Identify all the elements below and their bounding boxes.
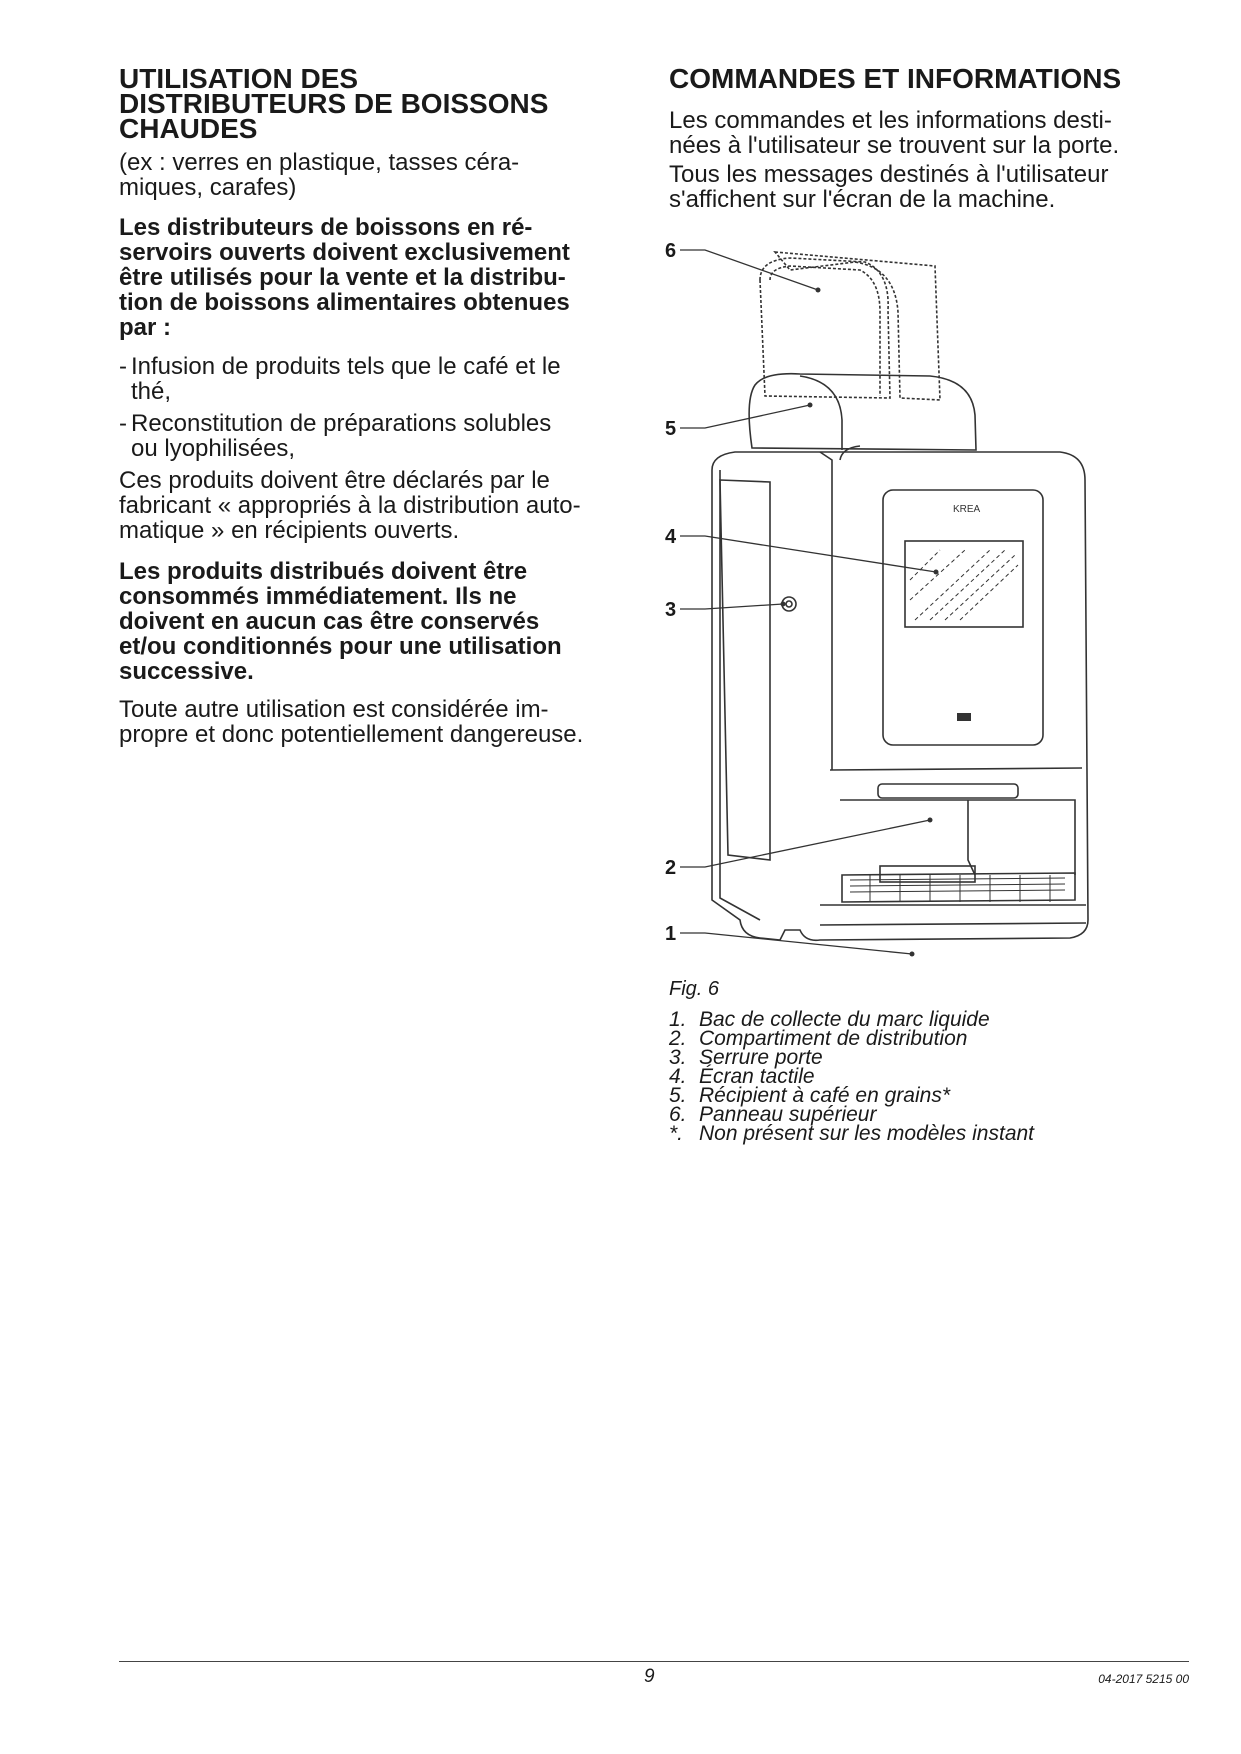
callout-1: 1 (665, 923, 677, 945)
controls-paragraph: Les commandes et les informations desti- nées à l'utilisateur se trouvent sur la porte. (669, 107, 1120, 159)
left-column (119, 63, 641, 748)
consumption-warning: Les produits distribués doivent être consommés immédiatement. Ils ne doivent en aucun cas être conservés et/ou conditionnés pour une utilisation successive. (119, 558, 562, 685)
touch-screen-drawing (905, 541, 1023, 627)
document-code: 04-2017 5215 00 (1098, 1672, 1189, 1686)
bean-hopper-drawing (749, 374, 976, 450)
figure-caption: Fig. 6 (669, 978, 720, 1000)
restriction-paragraph: Les distributeurs de boissons en ré- servoirs ouverts doivent exclusivement être utilisés pour la vente et la distribu- tion de boissons alimentaires obtenues par : (119, 214, 570, 341)
callout-3: 3 (665, 599, 677, 621)
figure-legend (669, 1010, 1034, 1143)
top-panel-drawing (760, 252, 940, 400)
footer-divider (119, 1661, 1189, 1662)
legend-item: 5. Récipient à café en grains* (669, 1084, 950, 1107)
intro-paragraph: (ex : verres en plastique, tasses céra- miques, carafes) (119, 149, 520, 201)
declaration-paragraph: Ces produits doivent être déclarés par le fabricant « appropriés à la distribution auto- matique » en récipients ouverts. (119, 467, 581, 544)
machine-illustration (665, 238, 1120, 973)
section-heading-utilisation: UTILISATION DES DISTRIBUTEURS DE BOISSONS CHAUDES (119, 63, 549, 144)
right-column (669, 63, 1189, 213)
page-number: 9 (644, 1666, 655, 1687)
legend-item: 4. Écran tactile (669, 1065, 815, 1088)
messages-paragraph: Tous les messages destinés à l'utilisateur s'affichent sur l'écran de la machine. (669, 161, 1109, 213)
legend-item: 2. Compartiment de distribution (669, 1027, 968, 1050)
legend-item: *. Non présent sur les modèles instant (669, 1122, 1035, 1145)
callout-6: 6 (665, 240, 677, 262)
list-item: - Infusion de produits tels que le café et le thé, (119, 353, 561, 405)
legend-item: 3. Serrure porte (669, 1046, 823, 1069)
callout-2: 2 (665, 857, 677, 879)
brand-label: KREA (953, 504, 981, 515)
callout-4: 4 (665, 526, 677, 548)
section-heading-commandes: COMMANDES ET INFORMATIONS (669, 63, 1122, 94)
callout-5: 5 (665, 418, 677, 440)
legend-item: 1. Bac de collecte du marc liquide (669, 1008, 990, 1031)
misuse-paragraph: Toute autre utilisation est considérée im- propre et donc potentiellement dangereuse. (119, 696, 584, 748)
machine-body-drawing (712, 452, 1088, 940)
list-item: - Reconstitution de préparations solubles ou lyophilisées, (119, 410, 552, 462)
legend-item: 6. Panneau supérieur (669, 1103, 877, 1126)
